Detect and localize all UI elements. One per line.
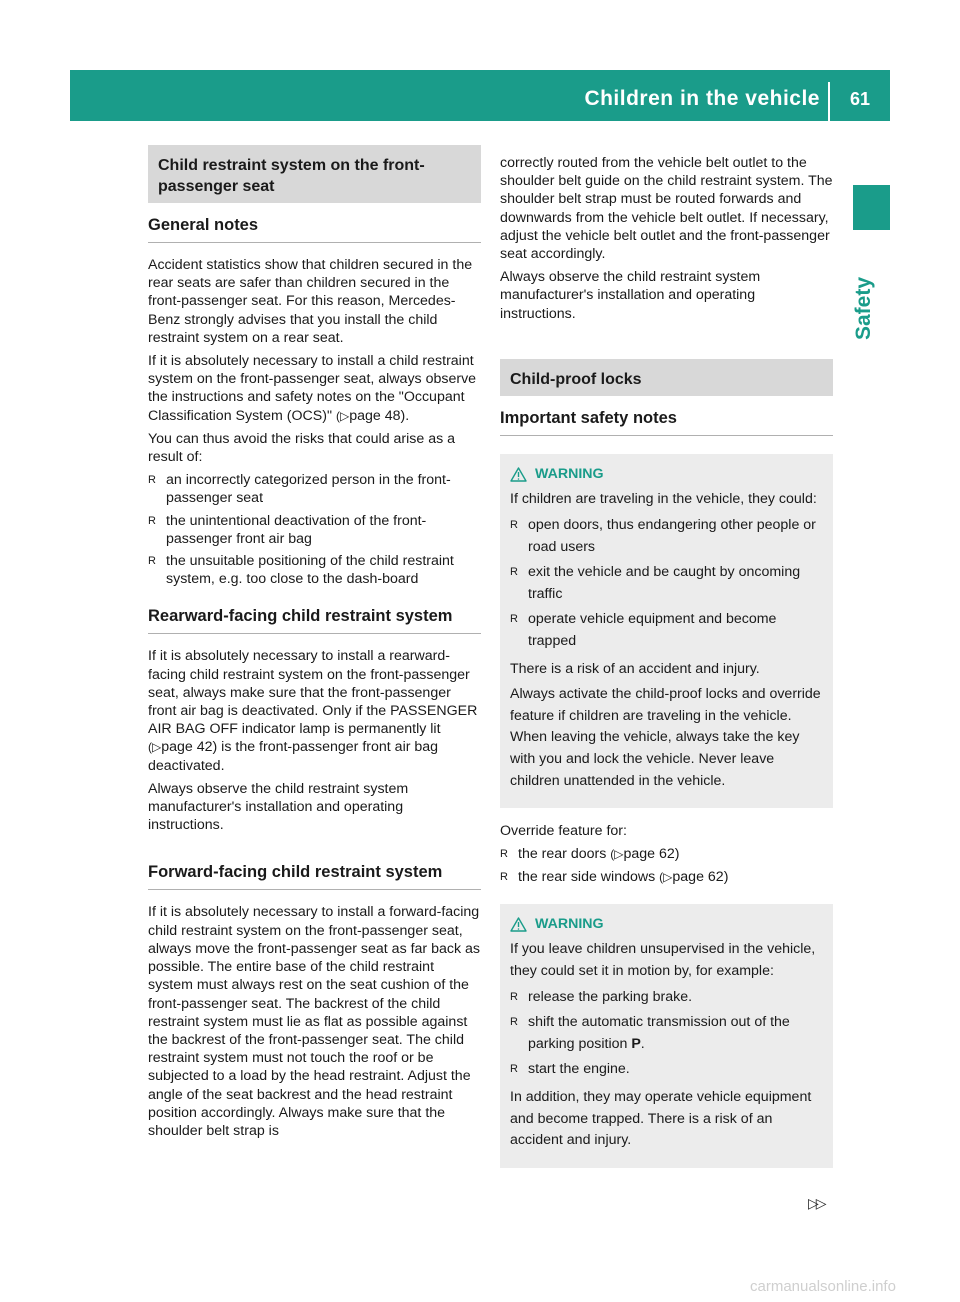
list-item bbox=[510, 515, 825, 558]
warning-header bbox=[510, 464, 825, 486]
watermark: carmanualsonline.info bbox=[750, 1278, 896, 1295]
list-item-text: the unintentional deactivation of the front-passenger front air bag bbox=[166, 512, 427, 547]
bullet-icon: R bbox=[148, 514, 156, 527]
page-reference-link[interactable]: page 62) bbox=[672, 868, 729, 885]
bullet-icon: R bbox=[500, 848, 508, 861]
list-item bbox=[500, 845, 833, 863]
override-intro: Override feature for: bbox=[500, 823, 627, 840]
list-item-text: open doors, thus endangering other people or road users bbox=[528, 517, 816, 555]
bullet-icon: R bbox=[510, 519, 518, 532]
page-reference-link[interactable]: page 48). bbox=[349, 407, 410, 424]
section-title-child-restraint: Child restraint system on the front-passenger seat bbox=[148, 145, 481, 203]
page-reference-link[interactable]: page 42) is the front-passenger front air bag deactivated. bbox=[148, 739, 439, 774]
heading-forward-facing: Forward-facing child restraint system bbox=[148, 850, 481, 890]
warning-closing: In addition, they may operate vehicle equipment and become trapped. There is a risk of an accident and injury. bbox=[510, 1088, 812, 1149]
list-item bbox=[510, 987, 825, 1009]
page-reference-icon[interactable]: (▷ bbox=[610, 847, 624, 862]
bullet-icon: R bbox=[510, 1016, 518, 1029]
bullet-icon: R bbox=[148, 555, 156, 568]
list-item-text: operate vehicle equipment and become trapped bbox=[528, 611, 777, 649]
list-item bbox=[510, 1012, 825, 1055]
continue-arrow-icon: ▷▷ bbox=[808, 1195, 824, 1211]
page-number: 61 bbox=[849, 89, 870, 109]
left-column bbox=[148, 145, 481, 1145]
page-reference-link[interactable]: page 62) bbox=[623, 846, 680, 863]
side-tab-label: Safety bbox=[852, 276, 875, 340]
list-item bbox=[148, 471, 481, 507]
chapter-title: Children in the vehicle bbox=[584, 87, 820, 110]
heading-important-safety-notes: Important safety notes bbox=[500, 396, 833, 436]
warning-advice: Always activate the child-proof locks and override feature if children are traveling in the vehicle. When leaving the vehicle, always take the key with you and lock the vehicle. Never leave children unattended in the vehicle. bbox=[510, 686, 821, 789]
list-item bbox=[148, 512, 481, 548]
warning-header bbox=[510, 914, 825, 936]
risk-list bbox=[148, 471, 481, 588]
list-item bbox=[510, 1059, 825, 1081]
parking-position-letter: P bbox=[631, 1035, 641, 1052]
warning-label: WARNING bbox=[535, 915, 604, 932]
page-reference-icon[interactable]: (▷ bbox=[148, 740, 162, 755]
general-notes-text: If it is absolutely necessary to install a child restraint system on the front-passenger seat, always observe the instructions and safety notes on the "Occupant Classification System (OCS)" bbox=[148, 353, 477, 424]
page-reference-icon[interactable]: (▷ bbox=[659, 869, 673, 884]
list-item-text: the rear doors bbox=[518, 846, 607, 863]
rearward-paragraph-1 bbox=[148, 647, 481, 774]
list-item-text: the rear side windows bbox=[518, 868, 656, 885]
warning-list bbox=[510, 515, 825, 653]
list-item-text: shift the automatic transmission out of the parking position bbox=[528, 1014, 790, 1052]
list-item bbox=[510, 562, 825, 605]
list-item-text: exit the vehicle and be caught by oncoming traffic bbox=[528, 564, 801, 602]
list-item-text: release the parking brake. bbox=[528, 988, 693, 1005]
list-item-end: . bbox=[640, 1035, 645, 1052]
warning-box-children-traveling bbox=[500, 454, 833, 808]
general-notes-paragraph-2 bbox=[148, 352, 481, 425]
list-item-text: start the engine. bbox=[528, 1061, 630, 1078]
bullet-icon: R bbox=[510, 566, 518, 579]
list-item bbox=[148, 552, 481, 588]
bullet-icon: R bbox=[510, 1063, 518, 1076]
warning-triangle-icon bbox=[510, 467, 527, 482]
list-item bbox=[500, 868, 833, 886]
rearward-text: If it is absolutely necessary to install a rearward-facing child restraint system on the front-passenger seat, always make sure that the front-passenger front air bag is deactivated. Only if the PASSENGER AIR BAG OFF indicator lamp is permanently lit bbox=[148, 648, 478, 738]
warning-triangle-icon bbox=[510, 917, 527, 932]
warning-list bbox=[510, 987, 825, 1081]
right-column bbox=[500, 154, 833, 1182]
warning-risk: There is a risk of an accident and injury. bbox=[510, 660, 760, 677]
warning-label: WARNING bbox=[535, 465, 604, 482]
bullet-icon: R bbox=[510, 990, 518, 1003]
warning-intro: If you leave children unsupervised in the vehicle, they could set it in motion by, for example: bbox=[510, 941, 816, 979]
bullet-icon: R bbox=[510, 613, 518, 626]
heading-rearward-facing: Rearward-facing child restraint system bbox=[148, 594, 481, 634]
section-title-child-proof-locks: Child-proof locks bbox=[500, 359, 833, 396]
heading-general-notes: General notes bbox=[148, 203, 481, 243]
list-item-text: an incorrectly categorized person in the front-passenger seat bbox=[166, 472, 451, 507]
continued-paragraph-2: Always observe the child restraint system manufacturer's installation and operating instructions. bbox=[500, 269, 761, 322]
general-notes-paragraph-1: Accident statistics show that children secured in the rear seats are safer than children secured in the front-passenger seat. For this reason, Mercedes-Benz strongly advises that you install the child restraint system on a rear seat. bbox=[148, 257, 473, 346]
list-item bbox=[510, 609, 825, 652]
continued-paragraph-1: correctly routed from the vehicle belt outlet to the shoulder belt guide on the child restraint system. The shoulder belt strap must be routed forwards and downwards from the vehicle belt outlet. If necessary, adjust the vehicle belt outlet and the front-passenger seat accordingly. bbox=[500, 155, 833, 263]
override-list bbox=[500, 845, 833, 885]
header-bar bbox=[70, 70, 890, 121]
bullet-icon: R bbox=[148, 474, 156, 487]
rearward-paragraph-2: Always observe the child restraint system manufacturer's installation and operating instructions. bbox=[148, 780, 409, 834]
list-item-text: the unsuitable positioning of the child restraint system, e.g. too close to the dash-board bbox=[166, 553, 454, 588]
page-reference-icon[interactable]: (▷ bbox=[335, 408, 350, 423]
warning-intro: If children are traveling in the vehicle, they could: bbox=[510, 491, 817, 508]
forward-paragraph-1: If it is absolutely necessary to install a forward-facing child restraint system on the front-passenger seat, always move the front-passenger seat as far back as possible. The entire base of the child restraint system must always rest on the seat cushion of the front-passenger seat. The backrest of the child restraint system must lie as flat as possible against the backrest of the front-passenger seat. The child restraint system must not touch the roof or be subjected to a load by the head restraint. Adjust the angle of the seat backrest and the head restraint position accordingly. Always make sure that the shoulder belt strap is bbox=[148, 904, 480, 1139]
general-notes-paragraph-3: You can thus avoid the risks that could arise as a result of: bbox=[148, 430, 456, 466]
bullet-icon: R bbox=[500, 870, 508, 883]
header-divider bbox=[828, 82, 830, 121]
warning-box-unsupervised-children bbox=[500, 904, 833, 1168]
side-tab-marker bbox=[853, 185, 890, 230]
